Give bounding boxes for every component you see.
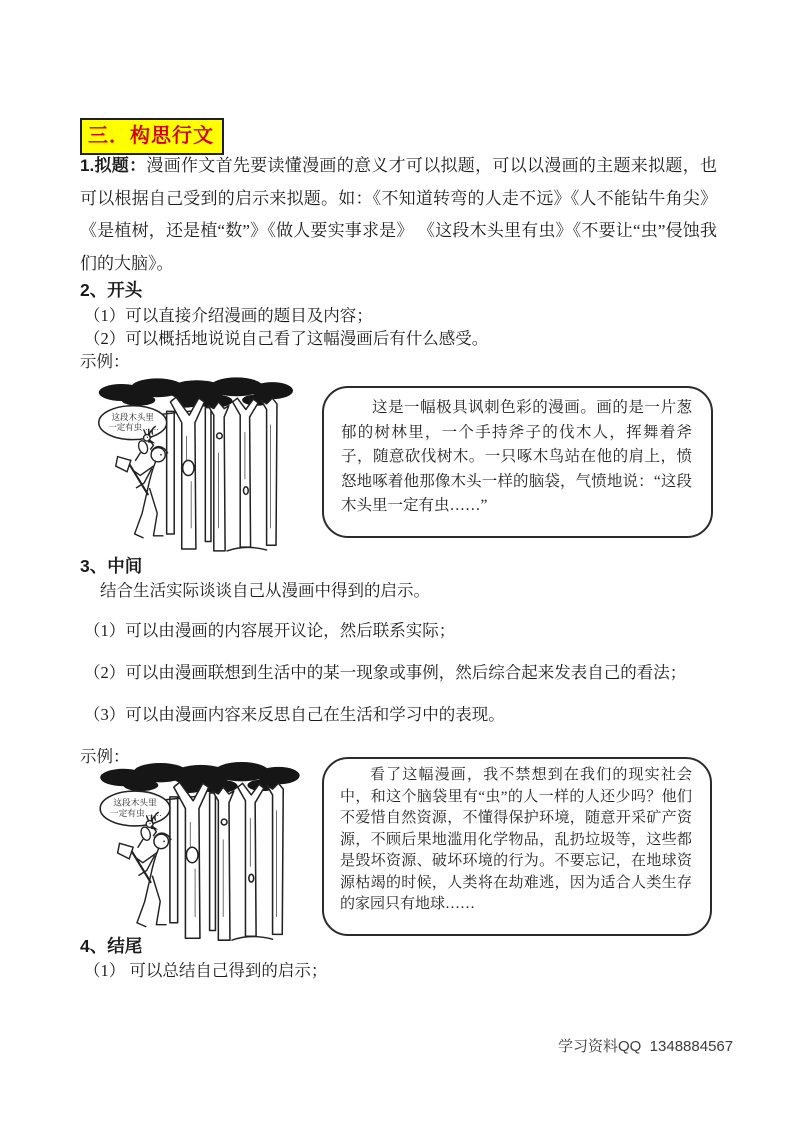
section-3-example-label: 示例：: [80, 747, 130, 766]
paragraph-topic-text: 漫画作文首先要读懂漫画的意义才可以拟题，可以以漫画的主题来拟题，也可以根据自己受到的启示来拟题。如：《不知道转弯的人走不远》《人不能钻牛角尖》《是植树，还是植“数”》《做人要实事求是》 《这段木头里有虫》《不要让“虫”侵蚀我们的大脑》。: [80, 156, 718, 273]
example-box-opening-text: 这是一幅极具讽刺色彩的漫画。画的是一片葱郁的树林里，一个手持斧子的伐木人，挥舞着斧子，随意砍伐树木。一只啄木鸟站在他的肩上，愤怒地啄着他那像木头一样的脑袋，气愤地说：“这段木头里一定有虫……”: [341, 399, 692, 514]
speech-bubble-line-2: 一定有虫……: [109, 808, 163, 819]
speech-bubble: [99, 406, 167, 449]
example-box-opening: [322, 386, 713, 538]
axe-icon: [118, 843, 151, 882]
section-2-title: 2、开头: [80, 280, 143, 300]
section-4-title: 4、结尾: [80, 936, 143, 956]
speech-bubble-line-2: 一定有虫……: [108, 422, 160, 433]
woodpecker-cartoon-1: [95, 376, 293, 558]
lumberjack-figure: [118, 812, 171, 926]
section-3-item-3: （3）可以由漫画内容来反思自己在生活和学习中的表现。: [84, 705, 505, 724]
example-box-middle: [322, 757, 712, 936]
example-box-middle-text: 看了这幅漫画，我不禁想到在我们的现实社会中，和这个脑袋里有“虫”的人一样的人还少吗？他们不爱惜自然资源，不懂得保护环境，随意开采矿产资源，不顾后果地滥用化学物品，乱扔垃圾等，这些都是毁坏资源、破坏环境的行为。不要忘记，在地球资源枯竭的时候，人类将在劫难逃，因为适合人类生存的家园只有地球……: [340, 767, 692, 912]
section-2-item-1: （1）可以直接介绍漫画的题目及内容；: [84, 306, 373, 325]
lumberjack-figure: [116, 426, 168, 537]
section-3-intro: 结合生活实际谈谈自己从漫画中得到的启示。: [100, 581, 430, 600]
footer-contact: 学习资料QQ 1348884567: [558, 1038, 734, 1055]
section-2-item-2: （2）可以概括地说说自己看了这幅漫画后有什么感受。: [84, 329, 489, 348]
paragraph-topic: [80, 150, 717, 280]
section-3-item-1: （1）可以由漫画的内容展开议论，然后联系实际；: [84, 621, 456, 640]
section-2-example-label: 示例：: [80, 352, 130, 371]
section-3-item-2: （2）可以由漫画联想到生活中的某一现象或事例，然后综合起来发表自己的看法；: [84, 663, 687, 682]
speech-bubble-line-1: 这段木头里: [113, 797, 157, 808]
speech-bubble: [100, 791, 170, 836]
paragraph-topic-label: 1.拟题：: [80, 156, 147, 175]
section-4-item-1: （1） 可以总结自己得到的启示；: [84, 961, 328, 980]
section-3-title: 3、中间: [80, 556, 143, 576]
speech-bubble-line-1: 这段木头里: [111, 411, 154, 422]
chapter-heading: 三．构思行文: [80, 118, 224, 155]
tree-trunks: [153, 397, 277, 551]
axe-icon: [116, 457, 148, 495]
woodpecker-cartoon-2: [95, 762, 301, 946]
tree-trunks: [156, 782, 283, 940]
